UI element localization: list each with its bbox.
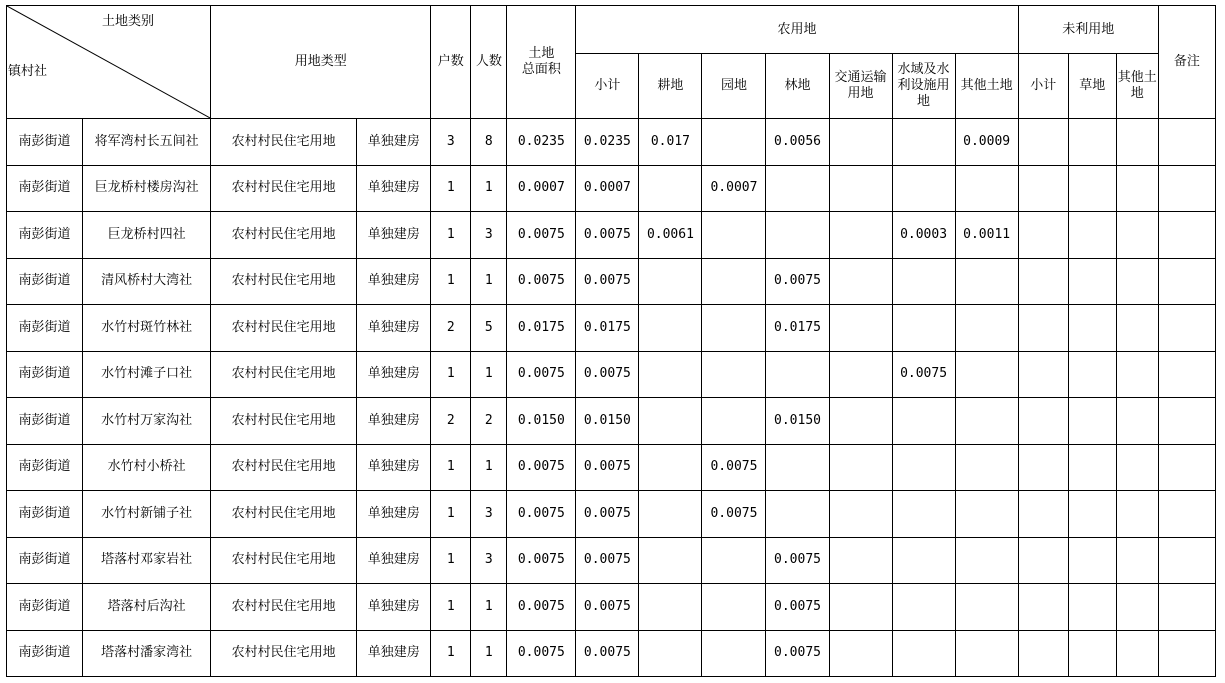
unused-subtotal-cell xyxy=(1018,258,1068,305)
build-type-cell: 单独建房 xyxy=(357,351,431,398)
traffic-cell xyxy=(829,444,892,491)
build-type-cell: 单独建房 xyxy=(357,398,431,445)
village-cell: 水竹村斑竹林社 xyxy=(83,305,211,352)
town-cell: 南彭街道 xyxy=(7,212,83,259)
households-cell: 1 xyxy=(431,351,471,398)
land-use-table xyxy=(6,5,1216,677)
village-cell: 塔落村邓家岩社 xyxy=(83,537,211,584)
remark-cell xyxy=(1158,212,1215,259)
build-type-cell: 单独建房 xyxy=(357,212,431,259)
use-type-cell: 农村村民住宅用地 xyxy=(211,444,357,491)
town-cell: 南彭街道 xyxy=(7,119,83,166)
traffic-cell xyxy=(829,630,892,677)
forest-header: 林地 xyxy=(766,54,829,119)
use-type-cell: 农村村民住宅用地 xyxy=(211,212,357,259)
grassland-cell xyxy=(1068,444,1116,491)
garden-cell xyxy=(702,630,766,677)
total-area-cell: 0.0075 xyxy=(507,584,576,631)
unused-other-cell xyxy=(1116,212,1158,259)
grassland-cell xyxy=(1068,398,1116,445)
households-cell: 1 xyxy=(431,258,471,305)
grassland-cell xyxy=(1068,491,1116,538)
households-cell: 1 xyxy=(431,630,471,677)
total-area-cell: 0.0150 xyxy=(507,398,576,445)
town-cell: 南彭街道 xyxy=(7,491,83,538)
table-row xyxy=(7,444,1216,491)
unused-subtotal-cell xyxy=(1018,444,1068,491)
other-land-cell xyxy=(955,398,1018,445)
people-cell: 8 xyxy=(471,119,507,166)
build-type-cell: 单独建房 xyxy=(357,258,431,305)
grassland-cell xyxy=(1068,119,1116,166)
town-cell: 南彭街道 xyxy=(7,444,83,491)
agri-subtotal-cell: 0.0075 xyxy=(576,537,639,584)
use-type-cell: 农村村民住宅用地 xyxy=(211,165,357,212)
forest-cell: 0.0075 xyxy=(766,630,829,677)
remark-cell xyxy=(1158,584,1215,631)
village-cell: 水竹村万家沟社 xyxy=(83,398,211,445)
people-cell: 1 xyxy=(471,258,507,305)
households-cell: 1 xyxy=(431,584,471,631)
build-type-cell: 单独建房 xyxy=(357,584,431,631)
unused-subtotal-cell xyxy=(1018,491,1068,538)
village-cell: 水竹村新铺子社 xyxy=(83,491,211,538)
water-header: 水域及水利设施用地 xyxy=(892,54,955,119)
households-cell: 3 xyxy=(431,119,471,166)
other-land-cell xyxy=(955,258,1018,305)
header-row-1 xyxy=(7,6,1216,54)
agri-subtotal-cell: 0.0075 xyxy=(576,351,639,398)
village-cell: 塔落村潘家湾社 xyxy=(83,630,211,677)
total-area-cell: 0.0007 xyxy=(507,165,576,212)
table-row xyxy=(7,212,1216,259)
town-village-label: 镇村社 xyxy=(8,64,48,79)
unused-subtotal-cell xyxy=(1018,212,1068,259)
water-cell xyxy=(892,444,955,491)
unused-other-header: 其他土地 xyxy=(1116,54,1158,119)
village-cell: 塔落村后沟社 xyxy=(83,584,211,631)
village-cell: 水竹村滩子口社 xyxy=(83,351,211,398)
forest-cell: 0.0075 xyxy=(766,584,829,631)
unused-subtotal-cell xyxy=(1018,119,1068,166)
village-cell: 清风桥村大湾社 xyxy=(83,258,211,305)
unused-other-cell xyxy=(1116,351,1158,398)
unused-subtotal-cell xyxy=(1018,165,1068,212)
arable-cell xyxy=(639,258,702,305)
unused-subtotal-cell xyxy=(1018,584,1068,631)
agri-subtotal-cell: 0.0075 xyxy=(576,630,639,677)
total-area-cell: 0.0075 xyxy=(507,491,576,538)
unused-other-cell xyxy=(1116,584,1158,631)
traffic-cell xyxy=(829,491,892,538)
total-area-cell: 0.0075 xyxy=(507,212,576,259)
remark-cell xyxy=(1158,398,1215,445)
traffic-cell xyxy=(829,537,892,584)
table-row xyxy=(7,119,1216,166)
town-cell: 南彭街道 xyxy=(7,305,83,352)
unused-subtotal-cell xyxy=(1018,398,1068,445)
other-land-cell xyxy=(955,537,1018,584)
arable-cell xyxy=(639,537,702,584)
use-type-cell: 农村村民住宅用地 xyxy=(211,398,357,445)
traffic-cell xyxy=(829,398,892,445)
garden-cell xyxy=(702,258,766,305)
other-land-header: 其他土地 xyxy=(955,54,1018,119)
people-cell: 2 xyxy=(471,398,507,445)
forest-cell xyxy=(766,444,829,491)
unused-subtotal-cell xyxy=(1018,351,1068,398)
water-cell xyxy=(892,398,955,445)
grassland-cell xyxy=(1068,212,1116,259)
unused-other-cell xyxy=(1116,305,1158,352)
garden-cell xyxy=(702,584,766,631)
unused-land-header: 未利用地 xyxy=(1018,6,1158,54)
garden-cell xyxy=(702,537,766,584)
agri-subtotal-cell: 0.0007 xyxy=(576,165,639,212)
grassland-cell xyxy=(1068,305,1116,352)
arable-cell xyxy=(639,351,702,398)
use-type-cell: 农村村民住宅用地 xyxy=(211,119,357,166)
use-type-cell: 农村村民住宅用地 xyxy=(211,584,357,631)
garden-cell xyxy=(702,212,766,259)
remark-cell xyxy=(1158,165,1215,212)
unused-other-cell xyxy=(1116,444,1158,491)
garden-cell: 0.0075 xyxy=(702,444,766,491)
households-header: 户数 xyxy=(431,6,471,119)
unused-subtotal-cell xyxy=(1018,630,1068,677)
total-area-cell: 0.0075 xyxy=(507,258,576,305)
forest-cell: 0.0075 xyxy=(766,258,829,305)
arable-cell xyxy=(639,398,702,445)
use-type-cell: 农村村民住宅用地 xyxy=(211,630,357,677)
build-type-cell: 单独建房 xyxy=(357,165,431,212)
arable-cell xyxy=(639,165,702,212)
total-area-header: 土地 总面积 xyxy=(507,6,576,119)
use-type-header: 用地类型 xyxy=(211,6,431,119)
agri-subtotal-cell: 0.0075 xyxy=(576,491,639,538)
other-land-cell xyxy=(955,165,1018,212)
agri-subtotal-cell: 0.0075 xyxy=(576,212,639,259)
use-type-cell: 农村村民住宅用地 xyxy=(211,258,357,305)
village-cell: 巨龙桥村楼房沟社 xyxy=(83,165,211,212)
forest-cell: 0.0056 xyxy=(766,119,829,166)
people-cell: 3 xyxy=(471,491,507,538)
garden-cell xyxy=(702,398,766,445)
total-area-cell: 0.0075 xyxy=(507,630,576,677)
build-type-cell: 单独建房 xyxy=(357,305,431,352)
water-cell: 0.0075 xyxy=(892,351,955,398)
table-row xyxy=(7,537,1216,584)
households-cell: 2 xyxy=(431,398,471,445)
water-cell xyxy=(892,305,955,352)
forest-cell: 0.0175 xyxy=(766,305,829,352)
garden-cell: 0.0075 xyxy=(702,491,766,538)
traffic-cell xyxy=(829,258,892,305)
traffic-cell xyxy=(829,584,892,631)
agri-land-header: 农用地 xyxy=(576,6,1018,54)
agri-subtotal-cell: 0.0075 xyxy=(576,444,639,491)
other-land-cell xyxy=(955,444,1018,491)
town-cell: 南彭街道 xyxy=(7,258,83,305)
agri-subtotal-cell: 0.0235 xyxy=(576,119,639,166)
other-land-cell: 0.0009 xyxy=(955,119,1018,166)
traffic-cell xyxy=(829,305,892,352)
town-cell: 南彭街道 xyxy=(7,351,83,398)
other-land-cell xyxy=(955,305,1018,352)
table-row xyxy=(7,351,1216,398)
total-area-cell: 0.0075 xyxy=(507,444,576,491)
arable-cell xyxy=(639,584,702,631)
garden-cell xyxy=(702,351,766,398)
grassland-cell xyxy=(1068,258,1116,305)
grassland-cell xyxy=(1068,537,1116,584)
people-cell: 1 xyxy=(471,165,507,212)
agri-subtotal-header: 小计 xyxy=(576,54,639,119)
forest-cell xyxy=(766,212,829,259)
diagonal-header-cell xyxy=(7,6,211,119)
people-cell: 3 xyxy=(471,212,507,259)
households-cell: 1 xyxy=(431,165,471,212)
village-cell: 将军湾村长五间社 xyxy=(83,119,211,166)
land-category-label: 土地类别 xyxy=(102,14,155,29)
water-cell xyxy=(892,258,955,305)
water-cell xyxy=(892,584,955,631)
water-cell xyxy=(892,119,955,166)
table-row xyxy=(7,165,1216,212)
build-type-cell: 单独建房 xyxy=(357,119,431,166)
total-area-cell: 0.0175 xyxy=(507,305,576,352)
build-type-cell: 单独建房 xyxy=(357,491,431,538)
unused-other-cell xyxy=(1116,165,1158,212)
remark-cell xyxy=(1158,444,1215,491)
traffic-header: 交通运输用地 xyxy=(829,54,892,119)
table-row xyxy=(7,398,1216,445)
people-cell: 1 xyxy=(471,584,507,631)
unused-subtotal-header: 小计 xyxy=(1018,54,1068,119)
arable-cell: 0.0061 xyxy=(639,212,702,259)
water-cell xyxy=(892,630,955,677)
people-cell: 1 xyxy=(471,444,507,491)
unused-other-cell xyxy=(1116,537,1158,584)
total-area-cell: 0.0075 xyxy=(507,537,576,584)
arable-cell xyxy=(639,444,702,491)
traffic-cell xyxy=(829,165,892,212)
other-land-cell: 0.0011 xyxy=(955,212,1018,259)
grassland-header: 草地 xyxy=(1068,54,1116,119)
remark-cell xyxy=(1158,258,1215,305)
households-cell: 1 xyxy=(431,212,471,259)
remark-cell xyxy=(1158,305,1215,352)
agri-subtotal-cell: 0.0075 xyxy=(576,258,639,305)
other-land-cell xyxy=(955,630,1018,677)
table-row xyxy=(7,258,1216,305)
use-type-cell: 农村村民住宅用地 xyxy=(211,351,357,398)
remark-cell xyxy=(1158,491,1215,538)
village-cell: 巨龙桥村四社 xyxy=(83,212,211,259)
table-row xyxy=(7,584,1216,631)
remark-cell xyxy=(1158,351,1215,398)
unused-other-cell xyxy=(1116,258,1158,305)
table-row xyxy=(7,491,1216,538)
traffic-cell xyxy=(829,351,892,398)
traffic-cell xyxy=(829,119,892,166)
households-cell: 1 xyxy=(431,444,471,491)
agri-subtotal-cell: 0.0150 xyxy=(576,398,639,445)
total-area-cell: 0.0235 xyxy=(507,119,576,166)
grassland-cell xyxy=(1068,351,1116,398)
town-cell: 南彭街道 xyxy=(7,537,83,584)
grassland-cell xyxy=(1068,165,1116,212)
build-type-cell: 单独建房 xyxy=(357,444,431,491)
garden-cell: 0.0007 xyxy=(702,165,766,212)
town-cell: 南彭街道 xyxy=(7,398,83,445)
village-cell: 水竹村小桥社 xyxy=(83,444,211,491)
people-cell: 5 xyxy=(471,305,507,352)
households-cell: 1 xyxy=(431,537,471,584)
other-land-cell xyxy=(955,351,1018,398)
town-cell: 南彭街道 xyxy=(7,165,83,212)
arable-cell xyxy=(639,630,702,677)
agri-subtotal-cell: 0.0075 xyxy=(576,584,639,631)
agri-subtotal-cell: 0.0175 xyxy=(576,305,639,352)
water-cell xyxy=(892,491,955,538)
table-row xyxy=(7,305,1216,352)
remark-cell xyxy=(1158,630,1215,677)
remark-cell xyxy=(1158,537,1215,584)
unused-other-cell xyxy=(1116,630,1158,677)
forest-cell xyxy=(766,491,829,538)
unused-other-cell xyxy=(1116,398,1158,445)
total-area-cell: 0.0075 xyxy=(507,351,576,398)
forest-cell: 0.0075 xyxy=(766,537,829,584)
arable-cell xyxy=(639,305,702,352)
use-type-cell: 农村村民住宅用地 xyxy=(211,305,357,352)
build-type-cell: 单独建房 xyxy=(357,630,431,677)
remark-cell xyxy=(1158,119,1215,166)
town-cell: 南彭街道 xyxy=(7,630,83,677)
forest-cell: 0.0150 xyxy=(766,398,829,445)
unused-other-cell xyxy=(1116,491,1158,538)
grassland-cell xyxy=(1068,584,1116,631)
table-row xyxy=(7,630,1216,677)
water-cell xyxy=(892,537,955,584)
unused-subtotal-cell xyxy=(1018,305,1068,352)
water-cell: 0.0003 xyxy=(892,212,955,259)
households-cell: 2 xyxy=(431,305,471,352)
arable-cell xyxy=(639,491,702,538)
other-land-cell xyxy=(955,491,1018,538)
unused-other-cell xyxy=(1116,119,1158,166)
unused-subtotal-cell xyxy=(1018,537,1068,584)
people-header: 人数 xyxy=(471,6,507,119)
people-cell: 1 xyxy=(471,351,507,398)
garden-cell xyxy=(702,119,766,166)
traffic-cell xyxy=(829,212,892,259)
households-cell: 1 xyxy=(431,491,471,538)
water-cell xyxy=(892,165,955,212)
remark-header: 备注 xyxy=(1158,6,1215,119)
other-land-cell xyxy=(955,584,1018,631)
forest-cell xyxy=(766,165,829,212)
town-cell: 南彭街道 xyxy=(7,584,83,631)
build-type-cell: 单独建房 xyxy=(357,537,431,584)
garden-header: 园地 xyxy=(702,54,766,119)
use-type-cell: 农村村民住宅用地 xyxy=(211,537,357,584)
grassland-cell xyxy=(1068,630,1116,677)
use-type-cell: 农村村民住宅用地 xyxy=(211,491,357,538)
arable-cell: 0.017 xyxy=(639,119,702,166)
arable-header: 耕地 xyxy=(639,54,702,119)
people-cell: 3 xyxy=(471,537,507,584)
garden-cell xyxy=(702,305,766,352)
forest-cell xyxy=(766,351,829,398)
people-cell: 1 xyxy=(471,630,507,677)
